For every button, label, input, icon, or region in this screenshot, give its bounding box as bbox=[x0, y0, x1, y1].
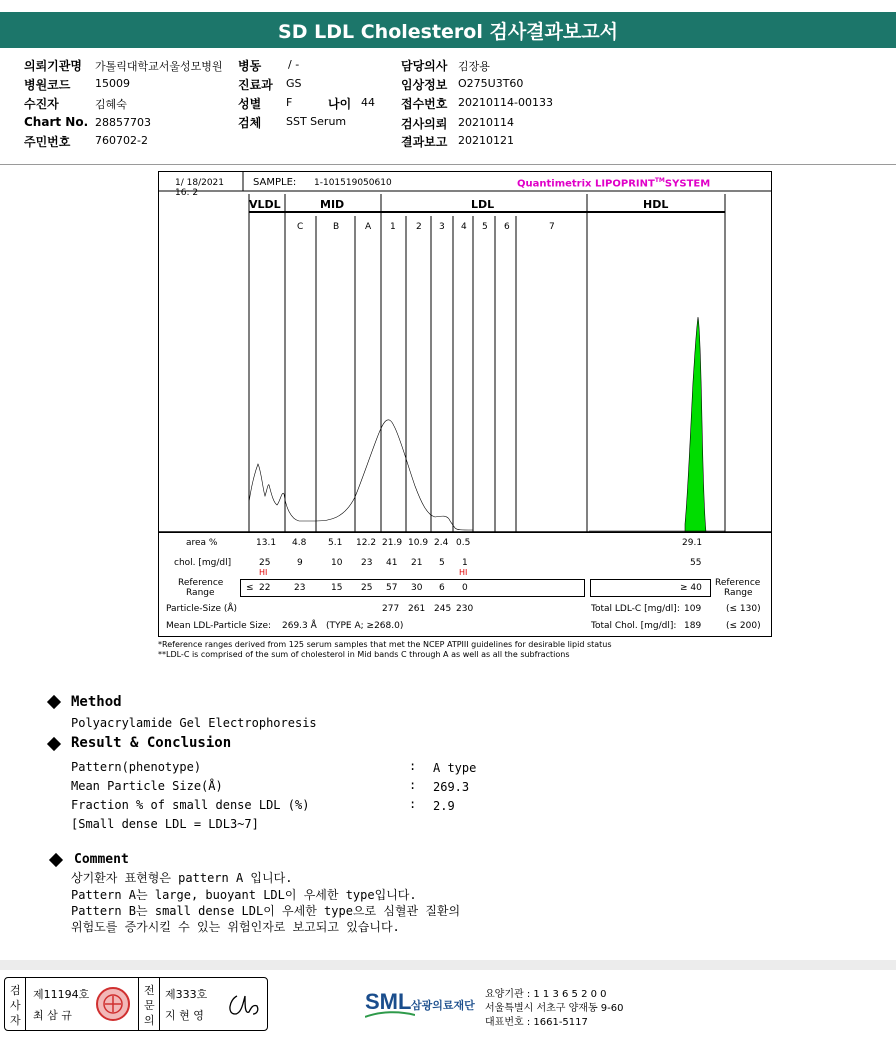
ref-value: 30 bbox=[411, 583, 423, 593]
method-heading: Method bbox=[71, 694, 122, 710]
info-label: 병동 bbox=[238, 59, 262, 73]
mean-ldl-label: Mean LDL-Particle Size: bbox=[166, 621, 272, 631]
info-value: 20210114 bbox=[458, 116, 514, 129]
group-hdl: HDL bbox=[643, 198, 669, 211]
result-label: Mean Particle Size(Å) bbox=[71, 779, 223, 793]
chol-value: 5 bbox=[439, 558, 445, 568]
info-label: 진료과 bbox=[238, 78, 273, 92]
ref-value: 22 bbox=[259, 583, 271, 593]
specialist-vertical-cell bbox=[138, 978, 160, 1030]
group-vldl: VLDL bbox=[249, 198, 281, 211]
hi-flag: HI bbox=[459, 568, 468, 577]
table-border bbox=[158, 532, 772, 637]
system-name: Quantimetrix LIPOPRINT™SYSTEM bbox=[517, 177, 711, 190]
result-label: Pattern(phenotype) bbox=[71, 760, 202, 774]
profile-ldl4 bbox=[249, 420, 473, 532]
profile-ldl1 bbox=[249, 420, 473, 532]
particle-size: 277 bbox=[382, 604, 400, 614]
bullet-diamond-icon bbox=[47, 695, 61, 709]
total-chol-label: Total Chol. [mg/dl]: bbox=[591, 621, 677, 631]
hi-flag: HI bbox=[259, 568, 268, 577]
band-label: 2 bbox=[416, 222, 422, 232]
results-table bbox=[158, 532, 770, 638]
logo-text: SML bbox=[365, 989, 412, 1014]
examiner-seal-icon bbox=[95, 986, 131, 1022]
info-label: 의뢰기관명 bbox=[24, 59, 82, 73]
report-time: 16: 2 bbox=[175, 188, 199, 198]
profile-ldl3 bbox=[249, 420, 473, 532]
specialist-no: 제333호 bbox=[165, 988, 208, 1001]
ref-value: 25 bbox=[361, 583, 373, 593]
chol-value: 25 bbox=[259, 558, 271, 568]
row-label-area: area % bbox=[186, 538, 218, 548]
title-bar bbox=[0, 12, 896, 48]
group-mid: MID bbox=[320, 198, 345, 211]
comment-line: Pattern B는 small dense LDL이 우세한 type으로 심혈관 질환의 bbox=[71, 904, 461, 918]
address-line: 요양기관 : 1 1 3 6 5 2 0 0 bbox=[485, 989, 607, 1000]
area-value: 0.5 bbox=[456, 538, 471, 548]
ref-value: 15 bbox=[331, 583, 343, 593]
band-label: 4 bbox=[461, 222, 467, 232]
info-label: 성별 bbox=[238, 97, 262, 111]
chol-value: 21 bbox=[411, 558, 423, 568]
info-value: SST Serum bbox=[286, 115, 347, 128]
page-title: SD LDL Cholesterol 검사결과보고서 bbox=[278, 21, 618, 43]
row-label-chol: chol. [mg/dl] bbox=[174, 558, 232, 568]
ref-leq: ≤ bbox=[246, 583, 254, 593]
chol-value: 41 bbox=[386, 558, 398, 568]
info-value: / - bbox=[288, 58, 300, 71]
info-label: 검체 bbox=[238, 116, 262, 130]
total-ldlc-value: 109 bbox=[684, 604, 702, 614]
chol-value: 9 bbox=[297, 558, 303, 568]
profile-mid-b bbox=[249, 420, 473, 532]
info-value: 김장용 bbox=[458, 60, 490, 73]
address-line: 대표번호 : 1661-5117 bbox=[485, 1017, 588, 1028]
result-note: [Small dense LDL = LDL3~7] bbox=[71, 817, 259, 831]
signature-box bbox=[4, 977, 268, 1031]
examiner-vertical-cell bbox=[5, 978, 26, 1030]
info-label: 접수번호 bbox=[401, 97, 448, 111]
footer-separator bbox=[0, 960, 896, 970]
area-hdl-value: 29.1 bbox=[682, 538, 703, 548]
row-label-ref2: Range bbox=[186, 588, 215, 598]
row-label-particle: Particle-Size (Å) bbox=[166, 604, 238, 614]
chol-value: 10 bbox=[331, 558, 343, 568]
chol-hdl-value: 55 bbox=[690, 558, 702, 568]
info-label: 수진자 bbox=[24, 97, 59, 111]
band-label: 7 bbox=[549, 222, 555, 232]
comment-line: 위험도를 증가시킬 수 있는 위험인자로 보고되고 있습니다. bbox=[71, 920, 400, 934]
result-value: 2.9 bbox=[433, 799, 455, 813]
chol-value: 23 bbox=[361, 558, 373, 568]
area-value: 2.4 bbox=[434, 538, 449, 548]
info-value: 28857703 bbox=[95, 116, 151, 129]
profile-hdl bbox=[685, 317, 706, 532]
info-label: 결과보고 bbox=[401, 135, 448, 149]
info-value: 15009 bbox=[95, 77, 130, 90]
area-value: 13.1 bbox=[256, 538, 277, 548]
area-value: 12.2 bbox=[356, 538, 377, 548]
info-value: 20210121 bbox=[458, 134, 514, 147]
result-sep: : bbox=[409, 778, 417, 792]
info-label: 검사의뢰 bbox=[401, 117, 448, 131]
address-line: 서울특별시 서초구 양재동 9-60 bbox=[485, 1003, 624, 1014]
ref-right-label2: Range bbox=[724, 588, 753, 598]
ref-value: 23 bbox=[294, 583, 306, 593]
info-label: 담당의사 bbox=[401, 59, 448, 73]
ref-value: 57 bbox=[386, 583, 398, 593]
area-value: 4.8 bbox=[292, 538, 307, 548]
band-label: C bbox=[297, 222, 304, 232]
lipid-profile bbox=[249, 420, 473, 532]
chol-value: 1 bbox=[462, 558, 468, 568]
band-label: 5 bbox=[482, 222, 488, 232]
particle-size: 261 bbox=[408, 604, 426, 614]
info-label: 병원코드 bbox=[24, 78, 71, 92]
ref-right-label1: Reference bbox=[715, 578, 761, 588]
area-value: 21.9 bbox=[382, 538, 403, 548]
info-value: 44 bbox=[361, 96, 375, 109]
particle-size: 230 bbox=[456, 604, 474, 614]
total-chol-ref: (≤ 200) bbox=[726, 621, 761, 631]
vertical-char: 전 bbox=[144, 984, 155, 997]
row-label-ref1: Reference bbox=[178, 578, 224, 588]
divider bbox=[0, 164, 896, 165]
info-value: 김혜숙 bbox=[95, 98, 127, 111]
method-text: Polyacrylamide Gel Electrophoresis bbox=[71, 716, 317, 730]
bullet-diamond-icon bbox=[49, 853, 63, 867]
info-label: Chart No. bbox=[24, 115, 89, 129]
info-label: 임상정보 bbox=[401, 78, 448, 92]
total-ldlc-ref: (≤ 130) bbox=[726, 604, 761, 614]
info-value: GS bbox=[286, 77, 302, 90]
info-value: F bbox=[286, 96, 293, 109]
logo-swoosh-icon bbox=[365, 1011, 415, 1019]
group-ldl: LDL bbox=[471, 198, 495, 211]
band-lines bbox=[249, 194, 725, 532]
particle-size: 245 bbox=[434, 604, 452, 614]
vertical-char: 사 bbox=[10, 999, 21, 1012]
profile-outline bbox=[249, 420, 473, 530]
vertical-char: 의 bbox=[144, 1014, 155, 1027]
vertical-char: 문 bbox=[144, 999, 155, 1012]
specialist-signature-icon bbox=[223, 986, 263, 1022]
mean-ldl-value: 269.3 Å bbox=[282, 621, 317, 631]
band-label: B bbox=[333, 222, 340, 232]
info-label: 주민번호 bbox=[24, 135, 71, 149]
band-label: 6 bbox=[504, 222, 510, 232]
result-sep: : bbox=[409, 797, 417, 811]
vertical-char: 자 bbox=[10, 1014, 21, 1027]
info-value: O275U3T60 bbox=[458, 77, 524, 90]
info-value: 가톨릭대학교서울성모병원 bbox=[95, 60, 223, 73]
area-value: 5.1 bbox=[328, 538, 343, 548]
specialist-name: 지 현 영 bbox=[165, 1009, 204, 1022]
band-label: A bbox=[365, 222, 372, 232]
info-label: 나이 bbox=[328, 97, 352, 111]
examiner-no: 제11194호 bbox=[33, 988, 90, 1001]
total-chol-value: 189 bbox=[684, 621, 702, 631]
sample-label: SAMPLE: bbox=[253, 177, 297, 188]
profile-vldl bbox=[249, 420, 473, 532]
total-ldlc-label: Total LDL-C [mg/dl]: bbox=[591, 604, 680, 614]
bullet-diamond-icon bbox=[47, 737, 61, 751]
band-label: 1 bbox=[390, 222, 396, 232]
ref-value: 6 bbox=[439, 583, 445, 593]
ref-hdl-value: ≥ 40 bbox=[680, 583, 702, 593]
result-value: 269.3 bbox=[433, 780, 470, 794]
comment-heading: Comment bbox=[74, 852, 129, 867]
result-label: Fraction % of small dense LDL (%) bbox=[71, 798, 310, 812]
profile-mid-a bbox=[249, 420, 473, 532]
result-sep: : bbox=[409, 759, 417, 773]
sml-logo bbox=[365, 985, 480, 1025]
profile-ldl2 bbox=[249, 420, 473, 532]
ref-value: 0 bbox=[462, 583, 468, 593]
info-value: 760702-2 bbox=[95, 134, 148, 147]
result-heading: Result & Conclusion bbox=[71, 735, 232, 751]
area-value: 10.9 bbox=[408, 538, 429, 548]
org-name: 삼광의료재단 bbox=[411, 999, 475, 1012]
result-value: A type bbox=[433, 761, 477, 775]
sample-id: 1-101519050610 bbox=[314, 178, 392, 188]
vertical-char: 검 bbox=[10, 984, 21, 997]
report-date: 1/ 18/2021 bbox=[175, 178, 225, 188]
mean-ldl-type: (TYPE A; ≥268.0) bbox=[326, 621, 404, 631]
footnote: **LDL-C is comprised of the sum of cholesterol in Mid bands C through A as well as all the subfractions bbox=[158, 650, 570, 659]
examiner-name: 최 삼 규 bbox=[33, 1009, 72, 1022]
comment-line: 상기환자 표현형은 pattern A 입니다. bbox=[71, 871, 293, 885]
band-label: 3 bbox=[439, 222, 445, 232]
info-value: 20210114-00133 bbox=[458, 96, 553, 109]
lipoprint-report bbox=[158, 171, 772, 533]
footnote: *Reference ranges derived from 125 serum samples that met the NCEP ATPIII guidelines for desirable lipid status bbox=[158, 640, 612, 649]
profile-mid-c bbox=[249, 420, 473, 532]
comment-line: Pattern A는 large, buoyant LDL이 우세한 type입니다. bbox=[71, 888, 417, 902]
